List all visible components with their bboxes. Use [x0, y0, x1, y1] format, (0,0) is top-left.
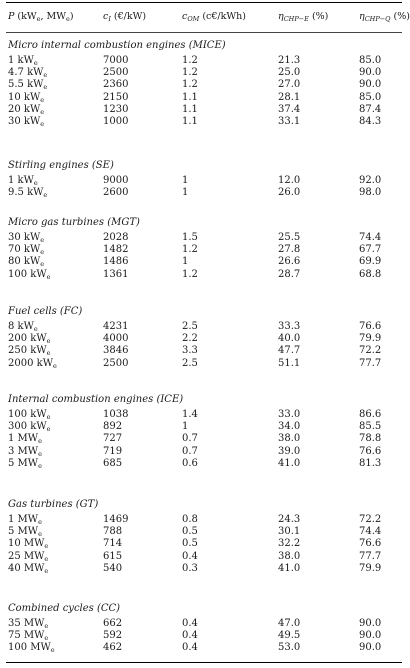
- om-cost-value: 0.7: [182, 445, 198, 457]
- thermal-efficiency-value: 77.7: [359, 357, 382, 369]
- size-value: 25 MW: [8, 550, 45, 562]
- size-unit-subscript: e: [46, 337, 51, 346]
- row-size: [8, 67, 47, 79]
- investment-cost-value: 1469: [103, 514, 129, 525]
- thermal-efficiency-value: 72.2: [359, 514, 382, 525]
- thermal-efficiency-value: 67.7: [359, 244, 382, 256]
- om-cost-value: 1: [182, 187, 189, 199]
- size-value: 9.5 kW: [8, 187, 44, 199]
- size-value: 100 kW: [8, 409, 47, 420]
- size-value: 100 kW: [8, 268, 47, 280]
- investment-cost-value: 1486: [103, 256, 129, 268]
- header-investment-cost: $c_I$ (€/kW): [103, 11, 147, 23]
- size-unit-subscript: e: [43, 191, 48, 200]
- investment-cost-value: 1000: [103, 116, 129, 127]
- size-unit-subscript: e: [52, 361, 57, 370]
- investment-cost-value: 615: [103, 550, 123, 562]
- thermal-efficiency-value: 74.4: [359, 526, 382, 538]
- size-unit-subscript: e: [46, 425, 51, 434]
- electric-efficiency-value: 28.1: [278, 91, 301, 103]
- om-cost-value: 0.5: [182, 526, 198, 538]
- electric-efficiency-value: 38.0: [278, 433, 301, 445]
- size-value: 30 kW: [8, 232, 41, 243]
- investment-cost-value: 4231: [103, 321, 129, 332]
- investment-cost-value: 2150: [103, 91, 129, 103]
- size-unit-subscript: e: [43, 83, 48, 92]
- investment-cost-value: 892: [103, 421, 123, 433]
- size-value: 20 kW: [8, 103, 41, 115]
- size-unit-subscript: e: [33, 59, 38, 67]
- electric-efficiency-value: 12.0: [278, 175, 301, 186]
- om-cost-value: 2.2: [182, 333, 198, 345]
- electric-efficiency-value: 33.3: [278, 321, 301, 332]
- group-title: Micro gas turbines (MGT): [8, 217, 140, 228]
- size-unit-subscript: e: [46, 349, 51, 358]
- thermal-efficiency-value: 92.0: [359, 175, 382, 186]
- size-value: 5 MW: [8, 457, 39, 469]
- size-unit-subscript: e: [44, 634, 49, 643]
- investment-cost-value: 788: [103, 526, 123, 538]
- size-unit-subscript: e: [40, 107, 45, 116]
- electric-efficiency-value: 24.3: [278, 514, 301, 525]
- row-size: [8, 358, 57, 370]
- table-bottom-rule: [6, 662, 402, 663]
- om-cost-value: 1: [182, 175, 189, 186]
- header-electric-efficiency: $\eta_{CHP-E}$ (%): [278, 11, 329, 23]
- size-value: 30 kW: [8, 116, 41, 127]
- investment-cost-value: 3846: [103, 345, 129, 357]
- om-cost-value: 0.8: [182, 514, 198, 525]
- size-unit-subscript: e: [40, 236, 45, 244]
- electric-efficiency-value: 25.0: [278, 67, 301, 79]
- om-cost-value: 1.1: [182, 91, 198, 103]
- electric-efficiency-value: 34.0: [278, 421, 301, 433]
- thermal-efficiency-value: 81.3: [359, 457, 382, 469]
- electric-efficiency-value: 49.5: [278, 630, 301, 642]
- investment-cost-value: 1038: [103, 409, 129, 420]
- header-thermal-efficiency: $\eta_{CHP-Q}$ (%): [359, 11, 410, 23]
- investment-cost-value: 2360: [103, 79, 129, 91]
- electric-efficiency-value: 38.0: [278, 550, 301, 562]
- electric-efficiency-value: 32.2: [278, 538, 301, 550]
- om-cost-value: 0.4: [182, 550, 198, 562]
- group-title: Fuel cells (FC): [8, 306, 83, 317]
- electric-efficiency-value: 27.0: [278, 79, 301, 91]
- electric-efficiency-value: 26.0: [278, 187, 301, 199]
- size-value: 10 MW: [8, 538, 45, 550]
- size-unit-subscript: e: [40, 120, 45, 128]
- thermal-efficiency-value: 90.0: [359, 630, 382, 642]
- group-title: Gas turbines (GT): [8, 499, 99, 510]
- thermal-efficiency-value: 90.0: [359, 79, 382, 91]
- thermal-efficiency-value: 77.7: [359, 550, 382, 562]
- investment-cost-value: 1230: [103, 103, 129, 115]
- thermal-efficiency-value: 86.6: [359, 409, 382, 420]
- size-unit-subscript: e: [38, 461, 42, 470]
- size-unit-subscript: e: [46, 272, 51, 281]
- om-cost-value: 3.3: [182, 345, 198, 357]
- electric-efficiency-value: 21.3: [278, 55, 301, 66]
- row-size: [8, 446, 42, 458]
- investment-cost-value: 4000: [103, 333, 129, 345]
- om-cost-value: 1.2: [182, 244, 198, 256]
- om-cost-value: 2.5: [182, 357, 198, 369]
- investment-cost-value: 2500: [103, 67, 129, 79]
- size-unit-subscript: e: [38, 449, 42, 458]
- electric-efficiency-value: 30.1: [278, 526, 301, 538]
- size-value: 70 kW: [8, 244, 41, 256]
- thermal-efficiency-value: 90.0: [359, 67, 382, 79]
- thermal-efficiency-value: 79.9: [359, 333, 382, 345]
- thermal-efficiency-value: 76.6: [359, 538, 382, 550]
- row-size: [8, 642, 55, 654]
- table-top-rule: [6, 2, 402, 3]
- thermal-efficiency-value: 78.8: [359, 433, 382, 445]
- electric-efficiency-value: 33.1: [278, 116, 301, 127]
- investment-cost-value: 2028: [103, 232, 129, 243]
- om-cost-value: 0.5: [182, 538, 198, 550]
- om-cost-value: 1.1: [182, 116, 198, 127]
- electric-efficiency-value: 26.6: [278, 256, 301, 268]
- size-unit-subscript: e: [46, 413, 51, 421]
- thermal-efficiency-value: 90.0: [359, 642, 382, 654]
- size-unit-subscript: e: [40, 248, 45, 257]
- investment-cost-value: 662: [103, 618, 123, 629]
- row-size: [8, 232, 44, 244]
- size-value: 200 kW: [8, 333, 47, 345]
- om-cost-value: 1.2: [182, 268, 198, 280]
- electric-efficiency-value: 47.0: [278, 618, 301, 629]
- om-cost-value: 0.4: [182, 618, 198, 629]
- investment-cost-value: 2500: [103, 357, 129, 369]
- investment-cost-value: 592: [103, 630, 123, 642]
- row-size: [8, 458, 42, 470]
- size-value: 1 MW: [8, 433, 39, 445]
- group-title: Stirling engines (SE): [8, 160, 114, 171]
- row-size: [8, 345, 50, 357]
- electric-efficiency-value: 33.0: [278, 409, 301, 420]
- header-om-cost: $c_{OM}$ (c€/kWh): [182, 11, 246, 23]
- size-unit-subscript: e: [40, 260, 45, 269]
- om-cost-value: 2.5: [182, 321, 198, 332]
- investment-cost-value: 727: [103, 433, 123, 445]
- electric-efficiency-value: 51.1: [278, 357, 301, 369]
- thermal-efficiency-value: 76.6: [359, 321, 382, 332]
- om-cost-value: 0.4: [182, 630, 198, 642]
- group-title: Micro internal combustion engines (MICE): [8, 40, 226, 51]
- investment-cost-value: 685: [103, 457, 123, 469]
- size-value: 300 kW: [8, 421, 47, 433]
- thermal-efficiency-value: 84.3: [359, 116, 382, 127]
- om-cost-value: 1.4: [182, 409, 198, 420]
- row-size: [8, 79, 47, 91]
- investment-cost-value: 7000: [103, 55, 129, 66]
- row-size: [8, 256, 44, 268]
- om-cost-value: 1.2: [182, 79, 198, 91]
- row-size: [8, 433, 42, 445]
- row-size: [8, 55, 38, 67]
- row-size: [8, 514, 42, 526]
- size-value: 1 kW: [8, 175, 34, 186]
- row-size: [8, 421, 50, 433]
- om-cost-value: 1.5: [182, 232, 198, 243]
- investment-cost-value: 2600: [103, 187, 129, 199]
- om-cost-value: 1: [182, 256, 189, 268]
- size-value: 1 kW: [8, 55, 34, 66]
- thermal-efficiency-value: 90.0: [359, 618, 382, 629]
- group-title: Internal combustion engines (ICE): [8, 394, 184, 405]
- size-unit-subscript: e: [40, 95, 45, 104]
- om-cost-value: 1: [182, 421, 189, 433]
- row-size: [8, 187, 47, 199]
- om-cost-value: 1.1: [182, 103, 198, 115]
- row-size: [8, 269, 50, 281]
- size-unit-subscript: e: [44, 622, 49, 630]
- row-size: [8, 321, 38, 333]
- thermal-efficiency-value: 98.0: [359, 187, 382, 199]
- size-value: 5 MW: [8, 526, 39, 538]
- header-power: P ($kW_e$, $MW_e$): [8, 11, 74, 23]
- thermal-efficiency-value: 87.4: [359, 103, 382, 115]
- electric-efficiency-value: 53.0: [278, 642, 301, 654]
- size-unit-subscript: e: [44, 566, 49, 575]
- size-unit-subscript: e: [38, 530, 42, 539]
- thermal-efficiency-value: 74.4: [359, 232, 382, 243]
- electric-efficiency-value: 39.0: [278, 445, 301, 457]
- row-size: [8, 538, 48, 550]
- size-value: 1 MW: [8, 514, 39, 525]
- size-unit-subscript: e: [38, 518, 42, 526]
- size-unit-subscript: e: [33, 325, 38, 333]
- group-title: Combined cycles (CC): [8, 603, 121, 614]
- om-cost-value: 1.2: [182, 55, 198, 66]
- thermal-efficiency-value: 85.0: [359, 91, 382, 103]
- row-size: [8, 104, 44, 116]
- electric-efficiency-value: 47.7: [278, 345, 301, 357]
- size-unit-subscript: e: [43, 71, 48, 80]
- row-size: [8, 630, 48, 642]
- om-cost-value: 0.4: [182, 642, 198, 654]
- size-value: 2000 kW: [8, 357, 53, 369]
- investment-cost-value: 540: [103, 562, 123, 574]
- row-size: [8, 563, 48, 575]
- om-cost-value: 0.3: [182, 562, 198, 574]
- row-size: [8, 92, 44, 104]
- size-value: 8 kW: [8, 321, 34, 332]
- row-size: [8, 409, 50, 421]
- electric-efficiency-value: 28.7: [278, 268, 301, 280]
- investment-cost-value: 1361: [103, 268, 129, 280]
- size-value: 250 kW: [8, 345, 47, 357]
- size-unit-subscript: e: [44, 554, 49, 563]
- size-unit-subscript: e: [44, 542, 49, 551]
- size-value: 40 MW: [8, 562, 45, 574]
- thermal-efficiency-value: 85.0: [359, 55, 382, 66]
- size-value: 35 MW: [8, 618, 45, 629]
- investment-cost-value: 714: [103, 538, 123, 550]
- size-value: 4.7 kW: [8, 67, 44, 79]
- size-value: 80 kW: [8, 256, 41, 268]
- om-cost-value: 0.6: [182, 457, 198, 469]
- investment-cost-value: 9000: [103, 175, 129, 186]
- investment-cost-value: 1482: [103, 244, 129, 256]
- size-value: 100 MW: [8, 642, 51, 654]
- thermal-efficiency-value: 69.9: [359, 256, 382, 268]
- size-unit-subscript: e: [50, 646, 55, 655]
- row-size: [8, 551, 48, 563]
- size-value: 3 MW: [8, 445, 39, 457]
- electric-efficiency-value: 41.0: [278, 562, 301, 574]
- om-cost-value: 0.7: [182, 433, 198, 445]
- row-size: [8, 244, 44, 256]
- row-size: [8, 333, 50, 345]
- header-rule: [6, 32, 402, 33]
- electric-efficiency-value: 41.0: [278, 457, 301, 469]
- size-unit-subscript: e: [33, 179, 38, 187]
- electric-efficiency-value: 25.5: [278, 232, 301, 243]
- size-value: 75 MW: [8, 630, 45, 642]
- size-unit-subscript: e: [38, 437, 42, 446]
- size-value: 5.5 kW: [8, 79, 44, 91]
- row-size: [8, 618, 48, 630]
- electric-efficiency-value: 40.0: [278, 333, 301, 345]
- thermal-efficiency-value: 72.2: [359, 345, 382, 357]
- thermal-efficiency-value: 76.6: [359, 445, 382, 457]
- thermal-efficiency-value: 79.9: [359, 562, 382, 574]
- size-value: 10 kW: [8, 91, 41, 103]
- investment-cost-value: 462: [103, 642, 123, 654]
- row-size: [8, 526, 42, 538]
- electric-efficiency-value: 27.8: [278, 244, 301, 256]
- thermal-efficiency-value: 68.8: [359, 268, 382, 280]
- row-size: [8, 175, 38, 187]
- row-size: [8, 116, 44, 128]
- om-cost-value: 1.2: [182, 67, 198, 79]
- investment-cost-value: 719: [103, 445, 123, 457]
- thermal-efficiency-value: 85.5: [359, 421, 382, 433]
- electric-efficiency-value: 37.4: [278, 103, 301, 115]
